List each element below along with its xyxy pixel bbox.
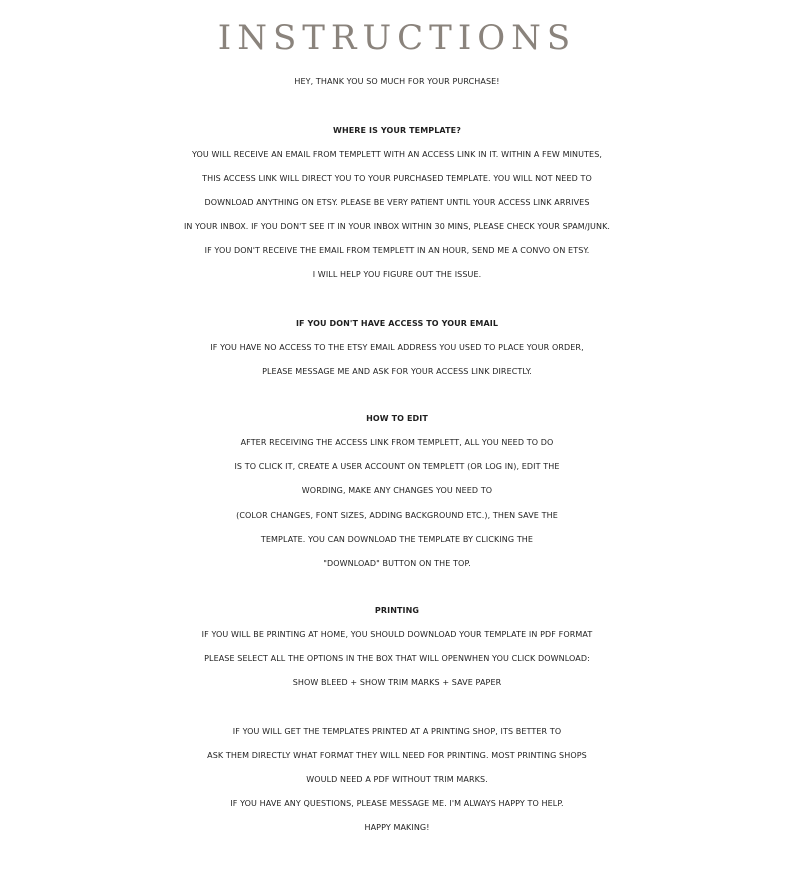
paragraph-line: (COLOR CHANGES, FONT SIZES, ADDING BACKGROUND ETC.), THEN SAVE THE <box>236 511 558 520</box>
page-title: INSTRUCTIONS <box>217 18 577 58</box>
paragraph-line: I WILL HELP YOU FIGURE OUT THE ISSUE. <box>312 270 482 279</box>
paragraph-line: "DOWNLOAD" BUTTON ON THE TOP. <box>323 559 471 568</box>
paragraph-line: IN YOUR INBOX. IF YOU DON'T SEE IT IN YOUR INBOX WITHIN 30 MINS, PLEASE CHECK YOUR SPAM/JUNK. <box>183 222 611 231</box>
section-heading-how-to-edit: HOW TO EDIT <box>366 414 428 423</box>
paragraph-line: YOU WILL RECEIVE AN EMAIL FROM TEMPLETT WITH AN ACCESS LINK IN IT. WITHIN A FEW MINUTES, <box>191 150 603 159</box>
paragraph-line: THIS ACCESS LINK WILL DIRECT YOU TO YOUR PURCHASED TEMPLATE. YOU WILL NOT NEED TO <box>202 174 592 183</box>
paragraph-line: AFTER RECEIVING THE ACCESS LINK FROM TEMPLETT, ALL YOU NEED TO DO <box>240 438 554 447</box>
intro-text: HEY, THANK YOU SO MUCH FOR YOUR PURCHASE! <box>294 77 500 86</box>
paragraph-line: IF YOU HAVE NO ACCESS TO THE ETSY EMAIL ADDRESS YOU USED TO PLACE YOUR ORDER, <box>210 343 584 352</box>
paragraph-line: PLEASE MESSAGE ME AND ASK FOR YOUR ACCESS LINK DIRECTLY. <box>262 367 532 376</box>
paragraph-line: IF YOU DON'T RECEIVE THE EMAIL FROM TEMPLETT IN AN HOUR, SEND ME A CONVO ON ETSY. <box>204 246 590 255</box>
closing-line: WOULD NEED A PDF WITHOUT TRIM MARKS. <box>306 775 488 784</box>
paragraph-line: DOWNLOAD ANYTHING ON ETSY. PLEASE BE VERY PATIENT UNTIL YOUR ACCESS LINK ARRIVES <box>204 198 590 207</box>
paragraph-line: WORDING, MAKE ANY CHANGES YOU NEED TO <box>301 486 493 495</box>
section-heading-no-email-access: IF YOU DON'T HAVE ACCESS TO YOUR EMAIL <box>295 319 499 328</box>
section-heading-printing: PRINTING <box>374 606 420 615</box>
closing-signoff: HAPPY MAKING! <box>364 823 430 832</box>
closing-line: ASK THEM DIRECTLY WHAT FORMAT THEY WILL NEED FOR PRINTING. MOST PRINTING SHOPS <box>207 751 587 760</box>
paragraph-line: SHOW BLEED + SHOW TRIM MARKS + SAVE PAPER <box>292 678 502 687</box>
section-heading-where-is-template: WHERE IS YOUR TEMPLATE? <box>333 126 461 135</box>
closing-line: IF YOU HAVE ANY QUESTIONS, PLEASE MESSAGE ME. I'M ALWAYS HAPPY TO HELP. <box>230 799 564 808</box>
paragraph-line: IS TO CLICK IT, CREATE A USER ACCOUNT ON TEMPLETT (OR LOG IN), EDIT THE <box>234 462 560 471</box>
paragraph-line: TEMPLATE. YOU CAN DOWNLOAD THE TEMPLATE BY CLICKING THE <box>260 535 534 544</box>
closing-line: IF YOU WILL GET THE TEMPLATES PRINTED AT A PRINTING SHOP, ITS BETTER TO <box>232 727 562 736</box>
paragraph-line: PLEASE SELECT ALL THE OPTIONS IN THE BOX THAT WILL OPENWHEN YOU CLICK DOWNLOAD: <box>204 654 590 663</box>
paragraph-line: IF YOU WILL BE PRINTING AT HOME, YOU SHOULD DOWNLOAD YOUR TEMPLATE IN PDF FORMAT <box>201 630 593 639</box>
